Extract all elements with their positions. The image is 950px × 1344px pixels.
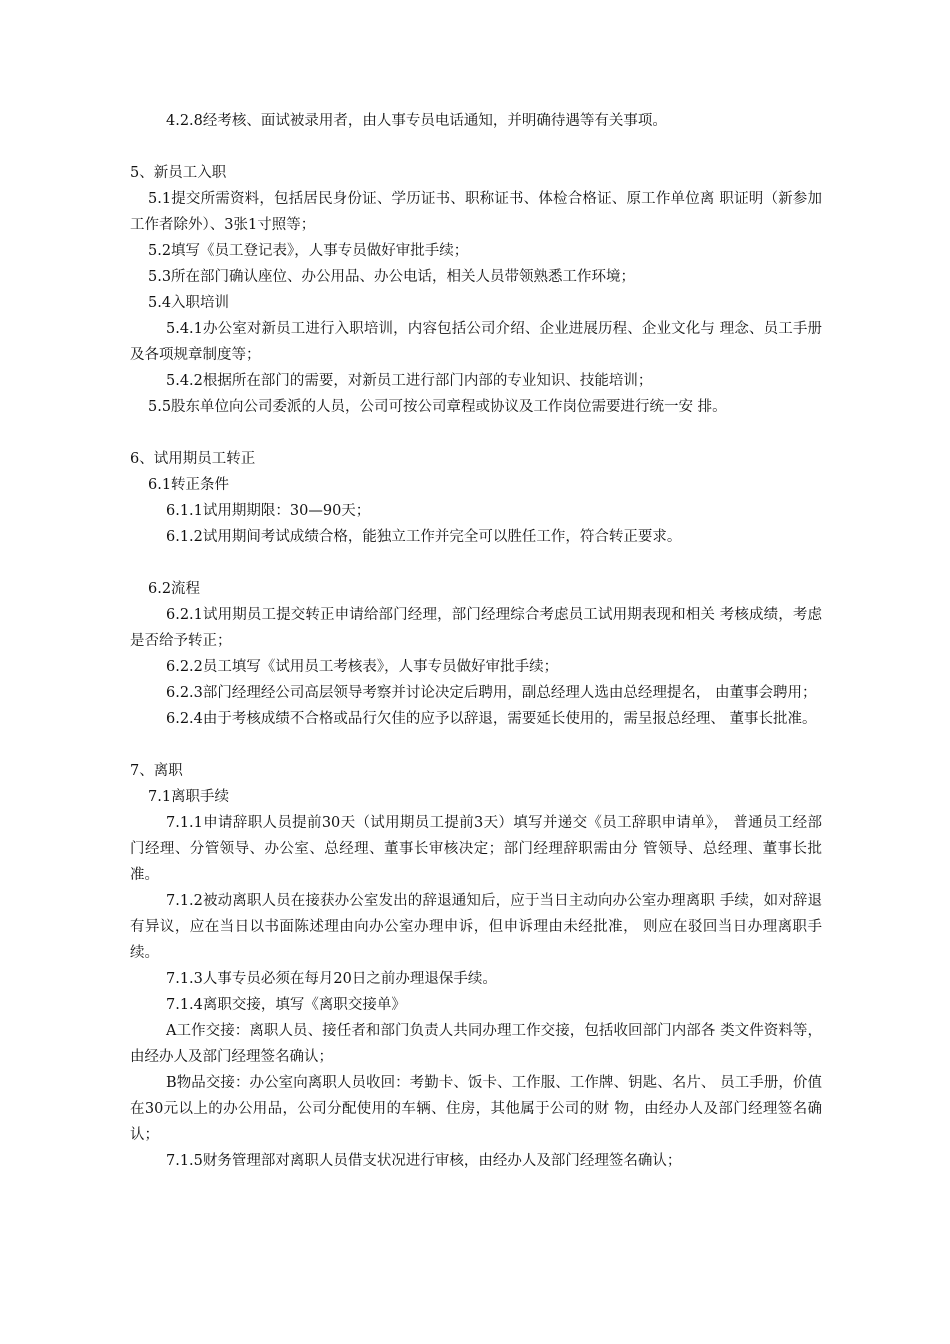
paragraph-7-1-2: 7.1.2被动离职人员在接获办公室发出的辞退通知后，应于当日主动向办公室办理离职 手续，如对辞退有异议，应在当日以书面陈述理由向办公室办理申诉，但申诉理由未经批准， 则应在驳回当日办理离职手续。 bbox=[130, 893, 822, 961]
paragraph-5-1: 5.1提交所需资料，包括居民身份证、学历证书、职称证书、体检合格证、原工作单位离 职证明（新参加工作者除外）、3张1寸照等； bbox=[130, 191, 822, 233]
spacer bbox=[130, 134, 822, 160]
subheading-6-1: 6.1转正条件 bbox=[148, 477, 230, 493]
spacer bbox=[130, 732, 822, 758]
section-heading-5: 5、新员工入职 bbox=[130, 165, 227, 181]
paragraph-6-2-4: 6.2.4由于考核成绩不合格或品行欠佳的应予以辞退，需要延长使用的，需呈报总经理、 董事长批准。 bbox=[166, 711, 817, 727]
document-page bbox=[130, 108, 822, 1174]
paragraph-5-2: 5.2填写《员工登记表》，人事专员做好审批手续； bbox=[148, 243, 469, 259]
paragraph-5-5: 5.5股东单位向公司委派的人员，公司可按公司章程或协议及工作岗位需要进行统一安 排。 bbox=[148, 399, 727, 415]
paragraph-5-4-2: 5.4.2根据所在部门的需要，对新员工进行部门内部的专业知识、技能培训； bbox=[166, 373, 653, 389]
subheading-6-2: 6.2流程 bbox=[148, 581, 201, 597]
paragraph-7-1-3: 7.1.3人事专员必须在每月20日之前办理退保手续。 bbox=[166, 971, 497, 987]
subheading-7-1: 7.1离职手续 bbox=[148, 789, 230, 805]
paragraph-7-1-4-a: A工作交接：离职人员、接任者和部门负责人共同办理工作交接，包括收回部门内部各 类文件资料等，由经办人及部门经理签名确认； bbox=[130, 1023, 822, 1065]
paragraph-7-1-1: 7.1.1申请辞职人员提前30天（试用期员工提前3天）填写并递交《员工辞职申请单》， 普通员工经部门经理、分管领导、办公室、总经理、董事长审核决定；部门经理辞职需由分 管领导、总经理、董事长批准。 bbox=[130, 815, 822, 883]
spacer bbox=[130, 420, 822, 446]
section-heading-6: 6、试用期员工转正 bbox=[130, 451, 256, 467]
paragraph-7-1-5: 7.1.5财务管理部对离职人员借支状况进行审核，由经办人及部门经理签名确认； bbox=[166, 1153, 682, 1169]
paragraph-7-1-4: 7.1.4离职交接，填写《离职交接单》 bbox=[166, 997, 406, 1013]
paragraph-6-2-3: 6.2.3部门经理经公司高层领导考察并讨论决定后聘用，副总经理人选由总经理提名， 由董事会聘用； bbox=[166, 685, 817, 701]
paragraph-6-1-1: 6.1.1试用期期限：30—90天； bbox=[166, 503, 371, 519]
paragraph-4-2-8: 4.2.8经考核、面试被录用者，由人事专员电话通知，并明确待遇等有关事项。 bbox=[166, 113, 667, 129]
paragraph-6-1-2: 6.1.2试用期间考试成绩合格，能独立工作并完全可以胜任工作，符合转正要求。 bbox=[166, 529, 682, 545]
paragraph-5-3: 5.3所在部门确认座位、办公用品、办公电话，相关人员带领熟悉工作环境； bbox=[148, 269, 636, 285]
subheading-5-4: 5.4入职培训 bbox=[148, 295, 230, 311]
paragraph-5-4-1: 5.4.1办公室对新员工进行入职培训，内容包括公司介绍、企业进展历程、企业文化与 理念、员工手册及各项规章制度等； bbox=[130, 321, 822, 363]
spacer bbox=[130, 550, 822, 576]
paragraph-6-2-2: 6.2.2员工填写《试用员工考核表》，人事专员做好审批手续； bbox=[166, 659, 559, 675]
paragraph-6-2-1: 6.2.1试用期员工提交转正申请给部门经理，部门经理综合考虑员工试用期表现和相关 考核成绩，考虑是否给予转正； bbox=[130, 607, 822, 649]
paragraph-7-1-4-b: B物品交接：办公室向离职人员收回：考勤卡、饭卡、工作服、工作牌、钥匙、名片、 员工手册，价值在30元以上的办公用品，公司分配使用的车辆、住房，其他属于公司的财 物，由经办人及部门经理签名确认； bbox=[130, 1075, 822, 1143]
section-heading-7: 7、离职 bbox=[130, 763, 183, 779]
